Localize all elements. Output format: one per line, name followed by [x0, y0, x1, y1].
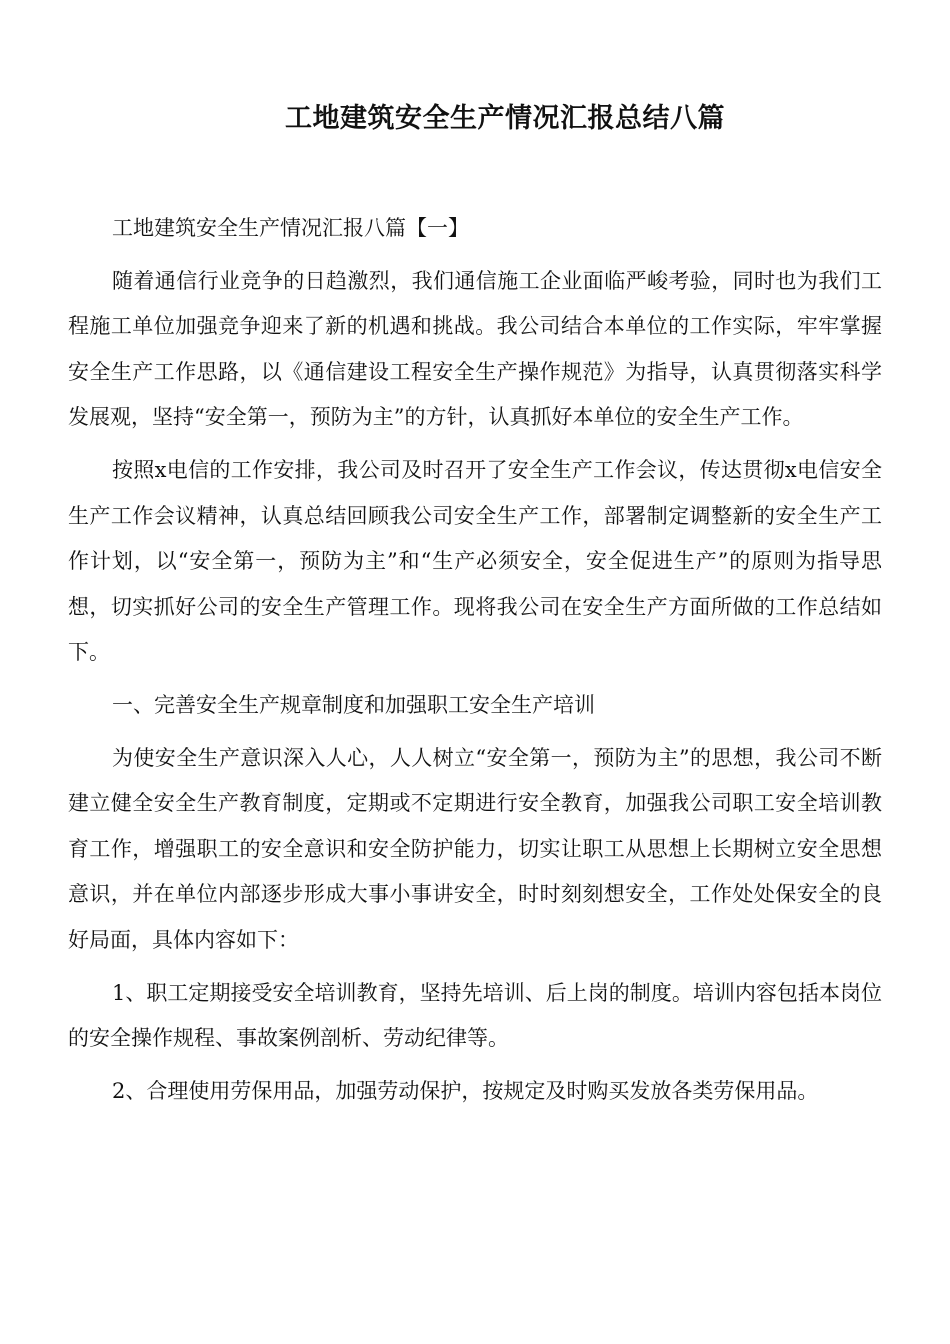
document-title: 工地建筑安全生产情况汇报总结八篇: [285, 103, 725, 134]
paragraph: 按照x电信的工作安排，我公司及时召开了安全生产工作会议，传达贯彻x电信安全生产工作会议精神，认真总结回顾我公司安全生产工作，部署制定调整新的安全生产工作计划，以“安全第一，预防为主”和“生产必须安全，安全促进生产”的原则为指导思想，切实抓好公司的安全生产管理工作。现将我公司在安全生产方面所做的工作总结如下。: [68, 457, 882, 665]
list-item: 1、职工定期接受安全培训教育，坚持先培训、后上岗的制度。培训内容包括本岗位的安全操作规程、事故案例剖析、劳动纪律等。: [68, 980, 882, 1051]
paragraph: 随着通信行业竞争的日趋激烈，我们通信施工企业面临严峻考验，同时也为我们工程施工单位加强竞争迎来了新的机遇和挑战。我公司结合本单位的工作实际，牢牢掌握安全生产工作思路，以《通信建设工程安全生产操作规范》为指导，认真贯彻落实科学发展观，坚持“安全第一，预防为主”的方针，认真抓好本单位的安全生产工作。: [68, 268, 882, 430]
list-item: 2、合理使用劳保用品，加强劳动保护，按规定及时购买发放各类劳保用品。: [112, 1078, 819, 1103]
subsection-heading: 一、完善安全生产规章制度和加强职工安全生产培训: [112, 692, 595, 717]
paragraph: 为使安全生产意识深入人心，人人树立“安全第一，预防为主”的思想，我公司不断建立健全安全生产教育制度，定期或不定期进行安全教育，加强我公司职工安全培训教育工作，增强职工的安全意识和安全防护能力，切实让职工从思想上长期树立安全思想意识，并在单位内部逐步形成大事小事讲安全，时时刻刻想安全，工作处处保安全的良好局面，具体内容如下：: [68, 745, 882, 952]
section-heading: 工地建筑安全生产情况汇报八篇【一】: [112, 216, 469, 240]
document-body: [68, 206, 882, 1121]
